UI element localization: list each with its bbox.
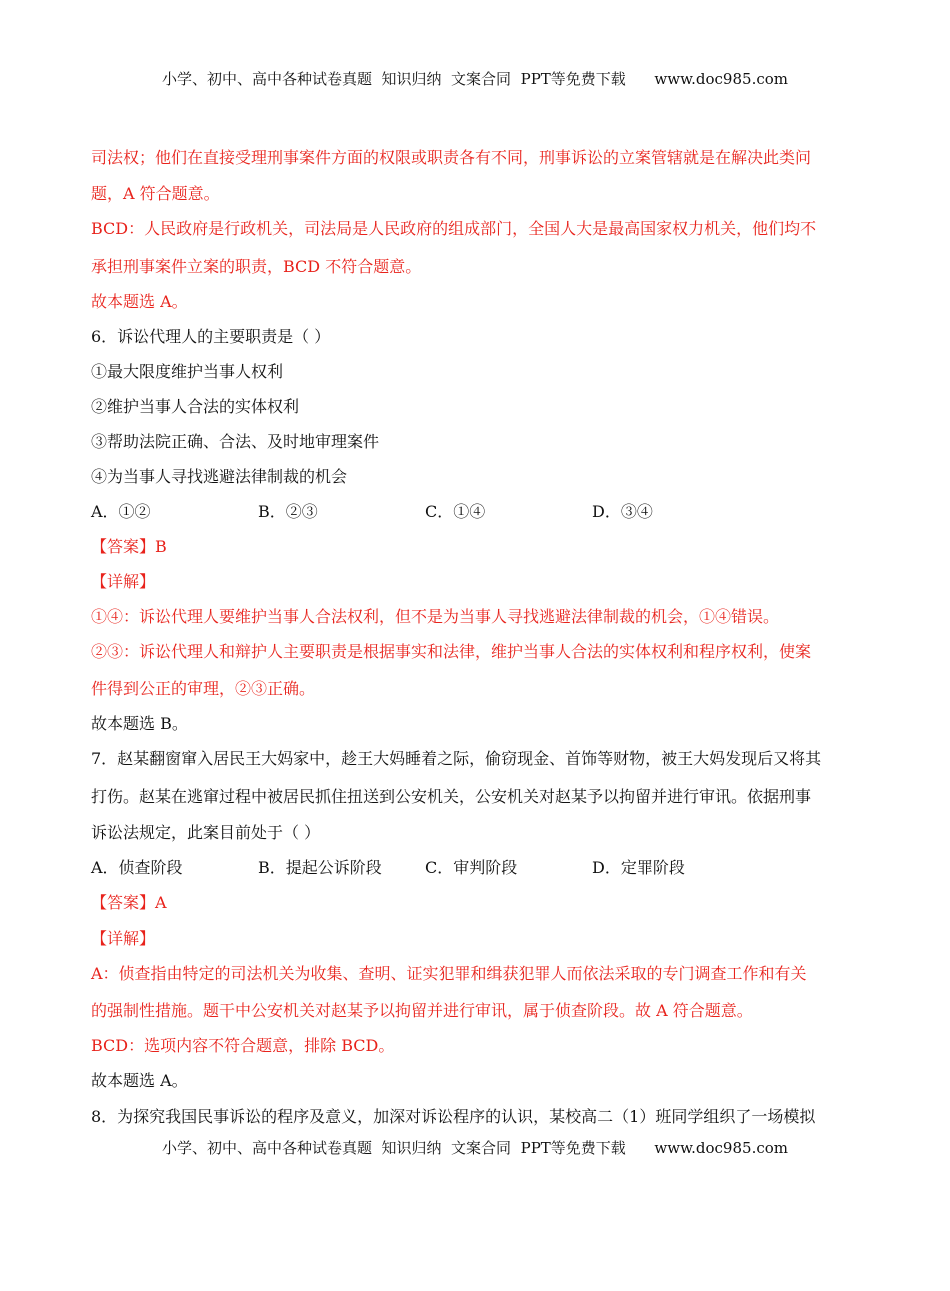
option-a: A．侦查阶段 [91,858,183,877]
option-c: C．①④ [425,502,486,521]
conclusion: 故本题选 A。 [91,1071,188,1090]
explanation-line: 的强制性措施。题干中公安机关对赵某予以拘留并进行审讯，属于侦查阶段。故 A 符合题意。 [91,1001,753,1020]
explanation-line: BCD：选项内容不符合题意，排除 BCD。 [91,1036,395,1055]
explanation-line: A：侦查指由特定的司法机关为收集、查明、证实犯罪和缉获犯罪人而依法采取的专门调查工作和有关 [91,964,807,983]
page-footer: 小学、初中、高中各种试卷真题 知识归纳 文案合同 PPT等免费下载 www.doc985.com [161,1139,788,1157]
conclusion: 故本题选 B。 [91,714,188,733]
statement-item: ④为当事人寻找逃避法律制裁的机会 [91,467,348,486]
conclusion: 故本题选 A。 [91,292,188,311]
explanation-line: BCD：人民政府是行政机关，司法局是人民政府的组成部门，全国人大是最高国家权力机关，他们均不 [91,219,817,238]
explanation-line: 题，A 符合题意。 [91,184,220,203]
explanation-line: ①④：诉讼代理人要维护当事人合法权利，但不是为当事人寻找逃避法律制裁的机会，①④错误。 [91,607,780,626]
explanation-line: 司法权；他们在直接受理刑事案件方面的权限或职责各有不同，刑事诉讼的立案管辖就是在解决此类问 [91,148,812,167]
statement-item: ①最大限度维护当事人权利 [91,362,284,381]
explanation-line: 件得到公正的审理，②③正确。 [91,679,316,698]
answer: 【答案】B [91,537,167,556]
question-stem: 7．赵某翻窗窜入居民王大妈家中，趁王大妈睡着之际，偷窃现金、首饰等财物，被王大妈发现后又将其 [91,749,822,768]
option-b: B．提起公诉阶段 [258,858,382,877]
explanation-line: 承担刑事案件立案的职责，BCD 不符合题意。 [91,257,422,276]
statement-item: ③帮助法院正确、合法、及时地审理案件 [91,432,380,451]
question-stem: 6．诉讼代理人的主要职责是（ ） [91,327,331,346]
option-b: B．②③ [258,502,318,521]
detail-label: 【详解】 [91,572,156,591]
option-d: D．③④ [592,502,653,521]
option-d: D．定罪阶段 [592,858,685,877]
question-stem: 诉讼法规定，此案目前处于（ ） [91,823,321,842]
question-stem: 8．为探究我国民事诉讼的程序及意义，加深对诉讼程序的认识，某校高二（1）班同学组织了一场模拟 [91,1107,816,1126]
question-stem: 打伤。赵某在逃窜过程中被居民抓住扭送到公安机关，公安机关对赵某予以拘留并进行审讯。依据刑事 [91,787,812,806]
explanation-line: ②③：诉讼代理人和辩护人主要职责是根据事实和法律，维护当事人合法的实体权利和程序权利，使案 [91,642,812,661]
statement-item: ②维护当事人合法的实体权利 [91,397,300,416]
detail-label: 【详解】 [91,929,156,948]
option-a: A．①② [91,502,151,521]
page-header: 小学、初中、高中各种试卷真题 知识归纳 文案合同 PPT等免费下载 www.doc985.com [161,70,788,88]
option-c: C．审判阶段 [425,858,518,877]
answer: 【答案】A [91,893,167,912]
